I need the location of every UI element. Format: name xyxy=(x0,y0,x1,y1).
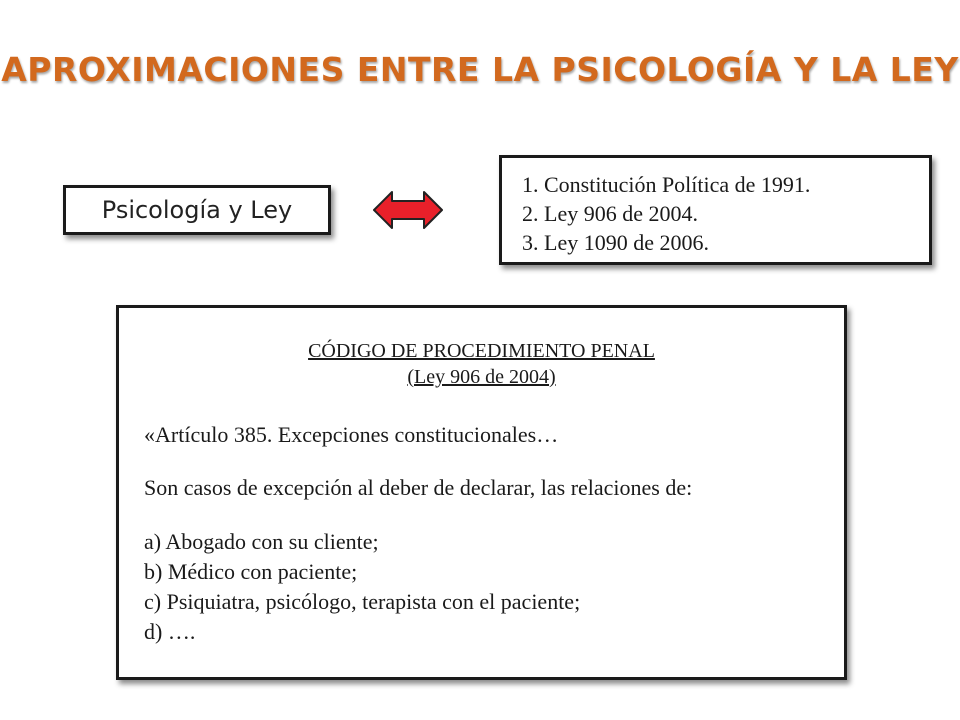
list-item: 1. Constitución Política de 1991. xyxy=(522,172,811,197)
laws-box xyxy=(499,155,932,265)
slide-title: APROXIMACIONES ENTRE LA PSICOLOGÍA Y LA LEY xyxy=(1,50,959,89)
psychology-law-box xyxy=(63,185,331,235)
psychology-law-label: Psicología y Ley xyxy=(101,196,293,224)
article-title: «Artículo 385. Excepciones constitucionales… xyxy=(144,422,559,447)
list-item: 2. Ley 906 de 2004. xyxy=(522,201,698,226)
list-item: c) Psiquiatra, psicólogo, terapista con el paciente; xyxy=(144,589,581,614)
list-item: d) …. xyxy=(144,619,196,644)
list-item: a) Abogado con su cliente; xyxy=(144,529,379,554)
code-heading: CÓDIGO DE PROCEDIMIENTO PENAL xyxy=(308,340,655,362)
article-intro: Son casos de excepción al deber de declarar, las relaciones de: xyxy=(144,475,693,500)
list-item: 3. Ley 1090 de 2006. xyxy=(522,230,709,255)
penal-code-box xyxy=(116,305,847,680)
list-item: b) Médico con paciente; xyxy=(144,559,358,584)
exceptions-list xyxy=(144,527,580,647)
laws-list xyxy=(522,170,929,257)
code-subheading: (Ley 906 de 2004) xyxy=(407,366,556,388)
double-arrow-icon xyxy=(372,190,444,230)
